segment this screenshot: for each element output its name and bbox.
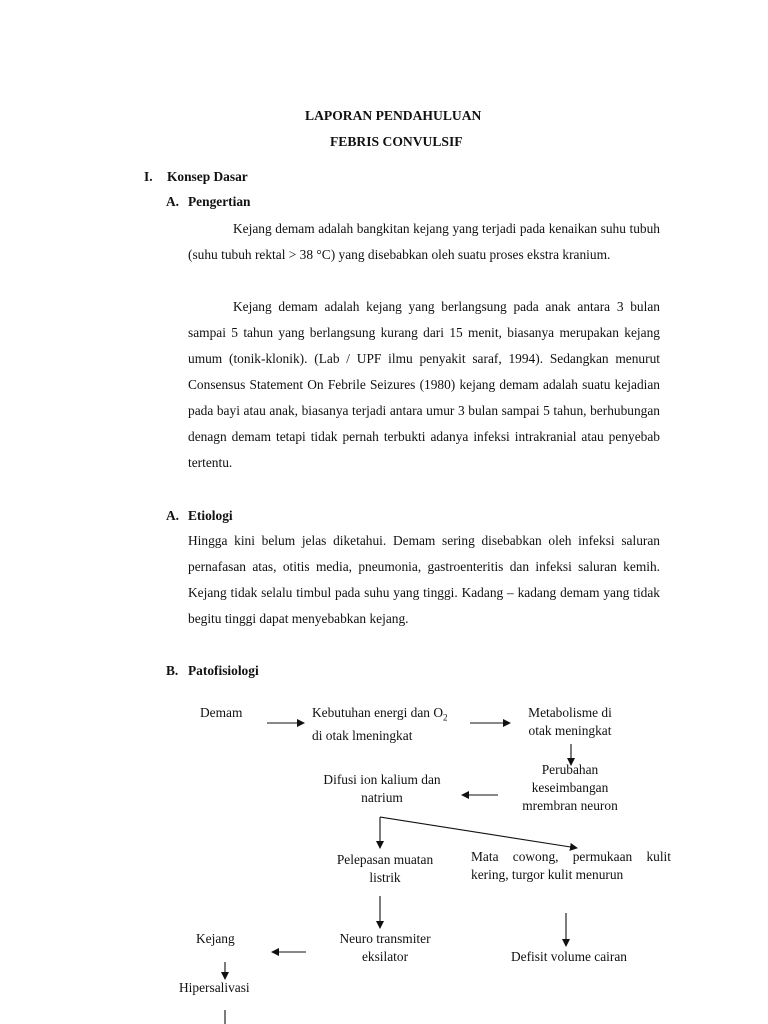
flow-demam (200, 704, 242, 722)
section-number: I. (144, 169, 153, 184)
flow-defisit (502, 948, 636, 966)
flow-difusi-line1: Difusi ion kalium dan (323, 772, 441, 787)
flow-kebutuhan-energi (312, 704, 448, 745)
flow-pelepasan-line2: listrik (369, 870, 401, 885)
etiologi-letter: A. (166, 508, 180, 523)
flow-kebutuhan-subscript: 2 (443, 712, 448, 723)
arrow-difusi-to-mata (380, 817, 577, 848)
patofisiologi-heading: Patofisiologi (188, 663, 259, 678)
pengertian-heading: Pengertian (188, 194, 251, 209)
flow-metabolisme-line2: otak meningkat (528, 723, 612, 738)
pengertian-paragraph-1: Kejang demam adalah bangkitan kejang yang terjadi pada kenaikan suhu tubuh (suhu tubuh rektal > 38 °C) yang disebabkan oleh suatu proses ekstra kranium. (188, 221, 660, 262)
flow-neuro-line2: eksilator (361, 949, 409, 964)
flow-neuro-transmiter (325, 930, 445, 966)
section-heading: Konsep Dasar (167, 169, 248, 184)
flow-mata-cowong (471, 848, 671, 884)
patofisiologi-letter: B. (166, 663, 179, 678)
pengertian-letter: A. (166, 194, 180, 209)
flow-hipersalivasi-label: Hipersalivasi (179, 980, 250, 995)
flow-kebutuhan-line2: di otak lmeningkat (312, 727, 413, 743)
pengertian-paragraph-2: Kejang demam adalah kejang yang berlangsung pada anak antara 3 bulan sampai 5 tahun yang berlangsung kurang dari 15 menit, biasanya merupakan kejang umum (tonik-klonik). (Lab / UPF ilmu penyakit saraf, 1994). Sedangkan menurut Consensus Statement On Febrile Seizures (1980) kejang demam adalah suatu kejadian pada bayi atau anak, biasanya terjadi antara umur 3 bulan sampai 5 tahun, berhubungan denagn demam tetapi tidak pernah terbukti adanya infeksi intrakranial atau penyebab tertentu. (188, 299, 660, 470)
flow-metabolisme-line1: Metabolisme di (528, 705, 612, 720)
flow-perubahan-line1: Perubahan (541, 762, 599, 777)
flow-kejang (196, 930, 235, 948)
flow-mata-label: Mata cowong, permukaan kulit kering, turgor kulit menurun (471, 849, 671, 882)
flow-hipersalivasi (179, 979, 250, 997)
flow-pelepasan (325, 851, 445, 887)
flow-defisit-label: Defisit volume cairan (510, 949, 627, 964)
flow-demam-label: Demam (200, 705, 243, 720)
document-title-line2: FEBRIS CONVULSIF (330, 134, 463, 149)
flow-metabolisme (515, 704, 625, 740)
flow-difusi (310, 771, 454, 807)
flow-kebutuhan-line1: Kebutuhan energi dan O (312, 705, 444, 720)
etiologi-paragraph: Hingga kini belum jelas diketahui. Demam sering disebabkan oleh infeksi saluran pernafasan atas, otitis media, pneumonia, gastroenteritis dan infeksi saluran kemih. Kejang tidak selalu timbul pada suhu yang tinggi. Kadang – kadang demam yang tidak begitu tinggi dapat menyebabkan kejang. (188, 533, 660, 626)
document-title-line1: LAPORAN PENDAHULUAN (305, 108, 482, 123)
flow-neuro-line1: Neuro transmiter (339, 931, 431, 946)
flow-difusi-line2: natrium (361, 790, 403, 805)
flow-kejang-label: Kejang (196, 931, 235, 946)
flow-perubahan-line2: keseimbangan (531, 780, 609, 795)
flow-perubahan (508, 761, 632, 815)
flow-pelepasan-line1: Pelepasan muatan (336, 852, 434, 867)
flow-perubahan-line3: mrembran neuron (522, 798, 618, 813)
etiologi-heading: Etiologi (188, 508, 233, 523)
